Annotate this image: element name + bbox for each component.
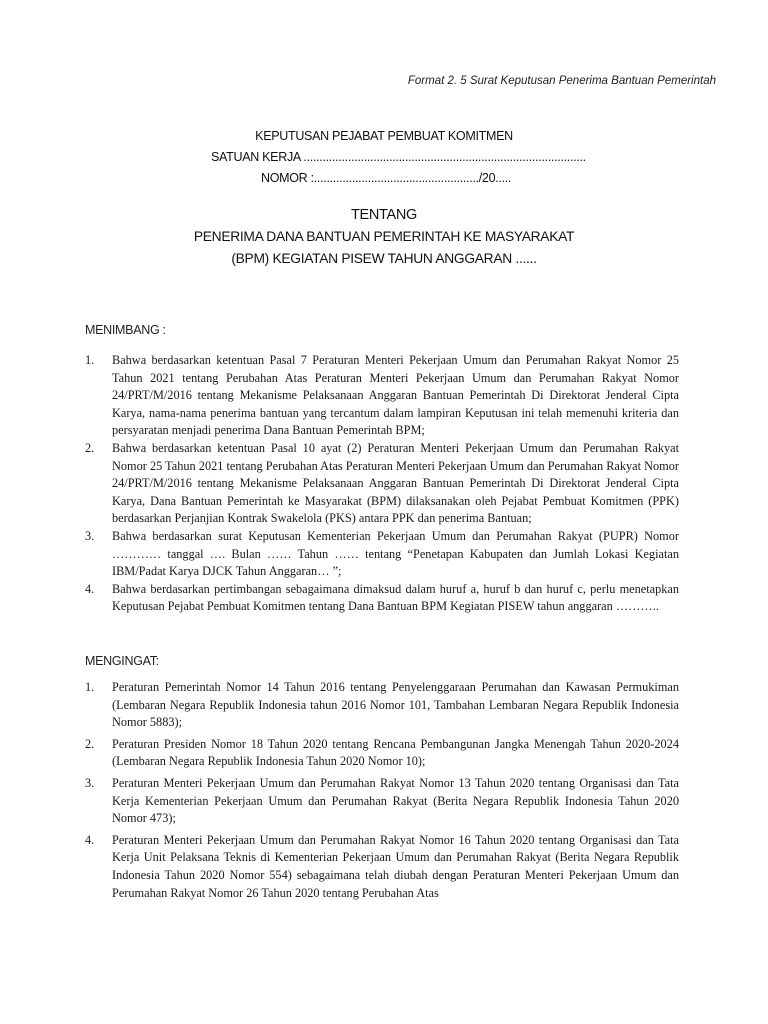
menimbang-label: MENIMBANG : [85, 323, 166, 337]
mengingat-item [85, 775, 679, 828]
header-title: KEPUTUSAN PEJABAT PEMBUAT KOMITMEN [255, 129, 513, 143]
item-text: Bahwa berdasarkan surat Keputusan Kementerian Pekerjaan Umum dan Perumahan Rakyat (PUPR) Nomor ………… tanggal …. Bulan …… Tahun …… tentang “Penetapan Kabupaten dan Jumlah Lokasi Kegiatan IBM/Padat Karya DJCK Tahun Anggaran… ”; [112, 528, 679, 579]
header-satuan-kerja: SATUAN KERJA ......................................................................................... [211, 150, 586, 164]
item-number: 2. [85, 440, 95, 455]
item-number: 2. [85, 736, 95, 751]
item-number: 4. [85, 832, 95, 847]
item-text: Bahwa berdasarkan ketentuan Pasal 7 Peraturan Menteri Pekerjaan Umum dan Perumahan Rakyat Nomor 25 Tahun 2021 tentang Perubahan Atas Peraturan Menteri Pekerjaan Umum dan Perumahan Rakyat Nomor 24/PRT/M/2016 tentang Mekanisme Pelaksanaan Anggaran Bantuan Pemerintah Di Direktorat Jenderal Cipta Karya, nama-nama penerima bantuan yang tercantum dalam lampiran Keputusan ini telah memenuhi kriteria dan persyaratan menjadi penerima Dana Bantuan Pemerintah BPM; [112, 353, 679, 438]
menimbang-list [85, 352, 679, 616]
item-text: Peraturan Menteri Pekerjaan Umum dan Perumahan Rakyat Nomor 16 Tahun 2020 tentang Organisasi dan Tata Kerja Unit Pelaksana Teknis di Kementerian Pekerjaan Umum dan Perumahan Rakyat (Berita Negara Republik Indonesia Tahun 2020 Nomor 554) sebagaimana telah diubah dengan Peraturan Menteri Pekerjaan Umum dan Perumahan Rakyat Nomor 26 Tahun 2020 tentang Perubahan Atas [112, 832, 679, 900]
mengingat-item [85, 736, 679, 771]
mengingat-item [85, 679, 679, 732]
item-text: Peraturan Presiden Nomor 18 Tahun 2020 tentang Rencana Pembangunan Jangka Menengah Tahun 2020-2024 (Lembaran Negara Republik Indonesia Tahun 2020 Nomor 10); [112, 736, 679, 769]
item-number: 1. [85, 353, 95, 367]
item-text: Bahwa berdasarkan pertimbangan sebagaimana dimaksud dalam huruf a, huruf b dan huruf c, perlu menetapkan Keputusan Pejabat Pembuat Komitmen tentang Dana Bantuan BPM Kegiatan PISEW tahun anggaran ……….. [112, 581, 679, 614]
menimbang-item [85, 528, 679, 581]
mengingat-item [85, 832, 679, 902]
item-text: Peraturan Pemerintah Nomor 14 Tahun 2016 tentang Penyelenggaraan Perumahan dan Kawasan Permukiman (Lembaran Negara Republik Indonesia tahun 2016 Nomor 101, Tambahan Lembaran Negara Republik Indonesia Nomor 5883); [112, 680, 679, 730]
title-subject: PENERIMA DANA BANTUAN PEMERINTAH KE MASYARAKAT [193, 229, 575, 244]
header-nomor: NOMOR :..................................................../20..... [261, 171, 512, 185]
item-number: 3. [85, 528, 95, 543]
format-note: Format 2. 5 Surat Keputusan Penerima Bantuan Pemerintah [407, 75, 716, 87]
mengingat-label: MENGINGAT: [85, 654, 159, 668]
mengingat-list [85, 679, 679, 902]
item-number: 4. [85, 581, 95, 596]
item-text: Bahwa berdasarkan ketentuan Pasal 10 ayat (2) Peraturan Menteri Pekerjaan Umum dan Perumahan Rakyat Nomor 25 Tahun 2021 tentang Perubahan Atas Peraturan Menteri Pekerjaan Umum dan Perumahan Rakyat Nomor 24/PRT/M/2016 tentang Mekanisme Pelaksanaan Anggaran Bantuan Pemerintah Di Direktorat Jenderal Cipta Karya, Dana Bantuan Pemerintah ke Masyarakat (BPM) dilaksanakan oleh Pejabat Pembuat Komitmen (PPK) berdasarkan Perjanjian Kontrak Swakelola (PKS) antara PPK dan penerima Bantuan; [112, 440, 679, 526]
item-number: 1. [85, 680, 95, 694]
title-program: (BPM) KEGIATAN PISEW TAHUN ANGGARAN ...... [231, 251, 537, 266]
menimbang-item [85, 581, 679, 616]
menimbang-item [85, 352, 679, 440]
title-tentang: TENTANG [350, 207, 418, 223]
item-text: Peraturan Menteri Pekerjaan Umum dan Perumahan Rakyat Nomor 13 Tahun 2020 tentang Organisasi dan Tata Kerja Kementerian Pekerjaan Umum dan Perumahan Rakyat (Berita Negara Republik Indonesia Tahun 2020 Nomor 473); [112, 775, 679, 826]
item-number: 3. [85, 775, 95, 790]
menimbang-item [85, 440, 679, 528]
